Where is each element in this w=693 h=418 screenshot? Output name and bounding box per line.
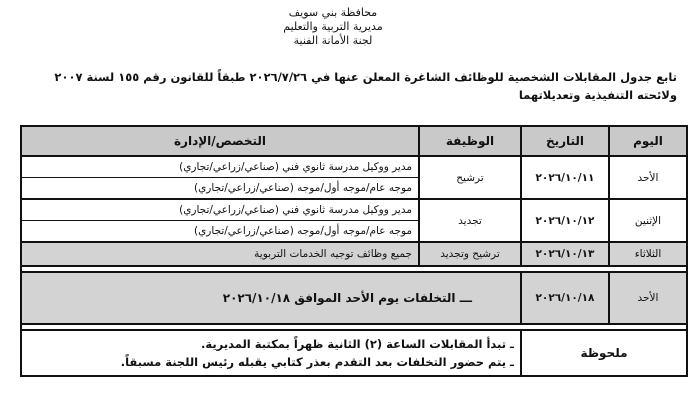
header-date: التاريخ <box>521 126 609 156</box>
cell-day: الإثنين <box>609 199 687 242</box>
cell-date: ٢٠٢٦/١٠/١٢ <box>521 199 609 242</box>
specialization-line: مدير ووكيل مدرسة ثانوي فني (صناعي/زراعي/تجاري) <box>179 161 412 173</box>
document-title: تابع جدول المقابلات الشخصية للوظائف الشاغرة المعلن عنها في ٢٠٢٦/٧/٢٦ طبقاً للقانون رقم ١٥٥ لسنة ٢٠٠٧ ولائحته التنفيذية وتعديلاتهما <box>54 70 677 102</box>
header-governorate: محافظة بني سويف <box>288 6 378 19</box>
specialization-line: موجه عام/موجه أول/موجه (صناعي/زراعي/تجاري) <box>22 177 418 198</box>
cell-day: الأحد <box>609 156 687 199</box>
header-day: اليوم <box>609 126 687 156</box>
header-job: الوظيفة <box>419 126 521 156</box>
cell-specialization <box>21 199 419 242</box>
table-row <box>21 242 687 266</box>
header-specialization: التخصص/الإدارة <box>21 126 419 156</box>
cell-day: الثلاثاء <box>609 242 687 266</box>
interview-schedule-table <box>20 125 688 377</box>
note-line: ـ تبدأ المقابلات الساعة (٢) الثانية ظهراً بمكتبة المديرية. <box>201 337 514 351</box>
cell-date: ٢٠٢٦/١٠/١٣ <box>521 242 609 266</box>
note-content <box>21 330 521 376</box>
cell-job: تجديد <box>419 199 521 242</box>
specialization-line: مدير ووكيل مدرسة ثانوي فني (صناعي/زراعي/تجاري) <box>179 204 412 216</box>
specialization-line: موجه عام/موجه أول/موجه (صناعي/زراعي/تجاري) <box>22 220 418 241</box>
cell-date: ٢٠٢٦/١٠/١١ <box>521 156 609 199</box>
cell-job: ترشيح وتجديد <box>419 242 521 266</box>
cell-specialization: جميع وظائف توجيه الخدمات التربوية <box>21 242 419 266</box>
table-header-row <box>21 126 687 156</box>
header-committee: لجنة الأمانة الفنية <box>293 34 373 47</box>
cell-day: الأحد <box>609 272 687 324</box>
note-label: ملحوظة <box>521 330 687 376</box>
cell-job: ترشيح <box>419 156 521 199</box>
absentees-row <box>21 272 687 324</box>
absentees-text: ـــ التخلفات يوم الأحد الموافق ٢٠٢٦/١٠/١٨ <box>21 272 521 324</box>
note-line: ـ يتم حضور التخلفات بعد التقدم بعذر كتابي يقبله رئيس اللجنة مسبقاً. <box>120 355 514 369</box>
cell-date: ٢٠٢٦/١٠/١٨ <box>521 272 609 324</box>
table-row <box>21 199 687 242</box>
table-row <box>21 156 687 199</box>
cell-specialization <box>21 156 419 199</box>
note-row <box>21 330 687 376</box>
header-directorate: مديرية التربية والتعليم <box>283 20 383 33</box>
